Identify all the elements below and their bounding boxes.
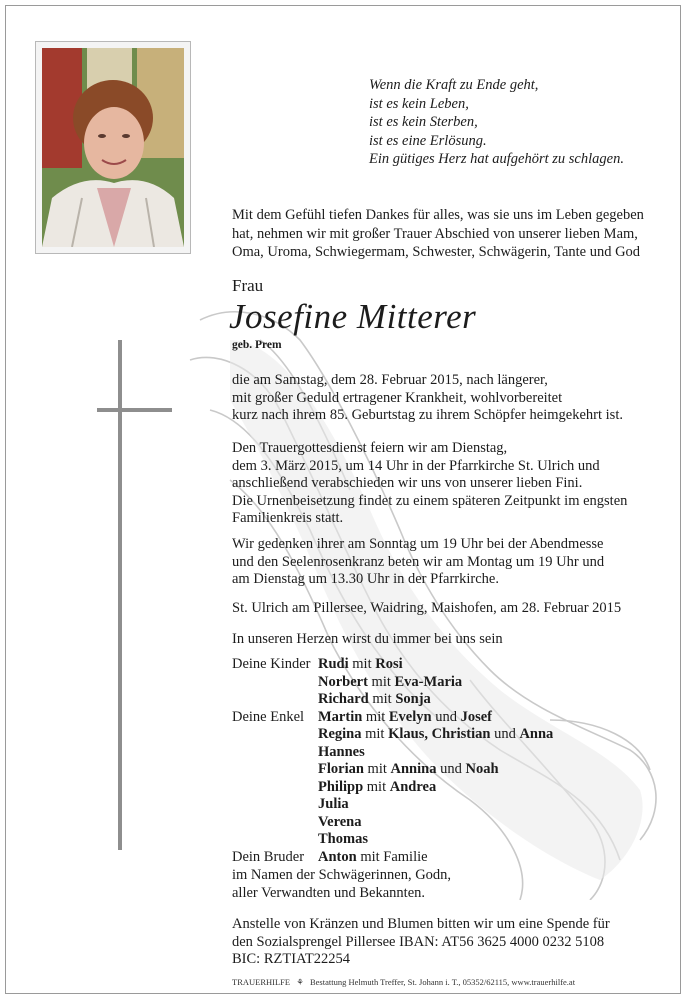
portrait-frame bbox=[35, 41, 191, 254]
text-line: den Sozialsprengel Pillersee IBAN: AT56 3625 4000 0232 5108 bbox=[232, 933, 605, 950]
family-relation-label bbox=[232, 744, 318, 762]
text-line: am Dienstag um 13.30 Uhr in der Pfarrkirche. bbox=[232, 571, 499, 587]
family-connector: mit bbox=[348, 656, 376, 672]
family-members bbox=[318, 779, 436, 797]
family-row bbox=[232, 849, 553, 867]
footer-address: Bestattung Helmuth Treffer, St. Johann i. T., 05352/62115, www.trauerhilfe.at bbox=[309, 977, 576, 987]
family-member-name: Evelyn bbox=[388, 708, 432, 725]
family-member-name: Anna bbox=[519, 726, 554, 742]
place-date bbox=[232, 600, 621, 618]
family-member-name: Andrea bbox=[389, 778, 437, 795]
deceased-name: Josefine Mitterer bbox=[229, 297, 477, 336]
family-connector: und bbox=[431, 708, 461, 725]
text-line: aller Verwandten und Bekannten. bbox=[232, 885, 426, 901]
cross-vertical-bar bbox=[118, 340, 122, 850]
family-connector: und bbox=[490, 726, 520, 742]
text-line: BIC: RZTIAT22254 bbox=[232, 951, 351, 967]
family-list bbox=[232, 656, 553, 866]
verse-line: ist es kein Leben, bbox=[369, 95, 469, 112]
family-member-name: Noah bbox=[465, 761, 499, 777]
family-connector: mit bbox=[368, 691, 396, 707]
intro-line: Mit dem Gefühl tiefen Dankes für alles, was sie uns im Leben gegeben bbox=[232, 207, 644, 223]
family-member-name: Florian bbox=[318, 761, 364, 777]
family-members bbox=[318, 674, 462, 692]
family-row bbox=[232, 779, 553, 797]
family-members bbox=[318, 744, 365, 762]
family-row bbox=[232, 691, 553, 709]
family-member-name: Annina bbox=[390, 761, 437, 777]
family-connector: mit bbox=[367, 673, 395, 690]
family-connector: und bbox=[436, 761, 466, 777]
verse-line: ist es kein Sterben, bbox=[369, 114, 478, 130]
family-relation-label bbox=[232, 674, 318, 692]
family-connector: mit bbox=[363, 778, 390, 795]
text-line: Anstelle von Kränzen und Blumen bitten wir um eine Spende für bbox=[232, 916, 610, 932]
family-relation-label bbox=[232, 691, 318, 709]
family-relation-label bbox=[232, 831, 318, 849]
family-row bbox=[232, 656, 553, 674]
family-relation-label: Deine Enkel bbox=[232, 708, 305, 725]
footer-credit bbox=[232, 977, 575, 988]
intro-paragraph bbox=[232, 206, 644, 262]
salutation: Frau bbox=[232, 276, 264, 295]
family-row bbox=[232, 726, 553, 744]
verse-line: Ein gütiges Herz hat aufgehört zu schlagen. bbox=[369, 151, 624, 167]
family-member-name: Josef bbox=[460, 708, 493, 725]
family-members bbox=[318, 814, 362, 832]
family-member-name: Julia bbox=[318, 796, 349, 812]
verse-line: Wenn die Kraft zu Ende geht, bbox=[369, 77, 539, 93]
family-row bbox=[232, 831, 553, 849]
family-member-name: Klaus, Christian bbox=[388, 726, 491, 742]
cross-horizontal-bar bbox=[97, 408, 172, 412]
family-row bbox=[232, 709, 553, 727]
family-member-name: Thomas bbox=[318, 831, 368, 847]
memorial-verse bbox=[369, 76, 624, 169]
funeral-paragraph bbox=[232, 440, 627, 528]
family-members bbox=[318, 709, 492, 727]
family-row bbox=[232, 814, 553, 832]
family-relation-label bbox=[232, 726, 318, 744]
family-members bbox=[318, 691, 431, 709]
text-line: Die Urnenbeisetzung findet zu einem späteren Zeitpunkt im engsten bbox=[232, 492, 628, 509]
family-member-name: Richard bbox=[318, 691, 369, 707]
family-member-name: Sonja bbox=[395, 691, 431, 707]
mass-paragraph bbox=[232, 536, 604, 589]
intro-line: hat, nehmen wir mit großer Trauer Abschied von unserer lieben Mam, bbox=[232, 225, 638, 242]
portrait-photo bbox=[42, 48, 184, 247]
text-line: im Namen der Schwägerinnen, Godn, bbox=[232, 867, 452, 883]
family-relation-label: Dein Bruder bbox=[232, 848, 305, 865]
family-relation-label bbox=[232, 796, 318, 814]
heart-line bbox=[232, 631, 503, 649]
text-line: Familienkreis statt. bbox=[232, 510, 344, 526]
birth-name: geb. Prem bbox=[232, 339, 282, 351]
family-relation-label: Deine Kinder bbox=[232, 656, 311, 672]
text-line: anschließend verabschieden wir uns von unserer lieben Fini. bbox=[232, 475, 583, 491]
text-line: kurz nach ihrem 85. Geburtstag zu ihrem Schöpfer heimgekehrt ist. bbox=[232, 407, 623, 423]
family-member-name: Rudi bbox=[318, 656, 349, 672]
footer-brand: TRAUERHILFE bbox=[232, 977, 291, 987]
death-paragraph bbox=[232, 372, 623, 425]
family-row bbox=[232, 796, 553, 814]
family-row bbox=[232, 744, 553, 762]
text-line: Den Trauergottesdienst feiern wir am Dienstag, bbox=[232, 440, 508, 456]
family-member-name: Rosi bbox=[375, 656, 403, 672]
family-row bbox=[232, 674, 553, 692]
family-members bbox=[318, 726, 553, 744]
family-member-name: Verena bbox=[318, 813, 362, 830]
family-member-name: Philipp bbox=[318, 778, 364, 795]
family-member-name: Eva-Maria bbox=[394, 673, 463, 690]
family-members bbox=[318, 761, 499, 779]
text-line: mit großer Geduld ertragener Krankheit, wohlvorbereitet bbox=[232, 389, 563, 406]
family-connector: mit bbox=[361, 726, 389, 742]
family-member-name: Hannes bbox=[318, 743, 365, 760]
intro-line: Oma, Uroma, Schwiegermam, Schwester, Schwägerin, Tante und God bbox=[232, 244, 641, 260]
family-relation-label bbox=[232, 761, 318, 779]
family-member-name: Norbert bbox=[318, 673, 368, 690]
text-line: die am Samstag, dem 28. Februar 2015, nach längerer, bbox=[232, 372, 548, 388]
text-line: und den Seelenrosenkranz beten wir am Montag um 19 Uhr und bbox=[232, 553, 605, 570]
closing-lines bbox=[232, 866, 451, 902]
family-member-name: Anton bbox=[318, 848, 357, 865]
donation-note bbox=[232, 916, 610, 969]
family-row bbox=[232, 761, 553, 779]
family-member-name: Regina bbox=[318, 726, 362, 742]
family-members bbox=[318, 849, 428, 867]
text-line: dem 3. März 2015, um 14 Uhr in der Pfarrkirche St. Ulrich und bbox=[232, 457, 600, 474]
family-members bbox=[318, 656, 403, 674]
family-member-name: Martin bbox=[318, 708, 363, 725]
family-connector: mit bbox=[362, 708, 389, 725]
family-relation-label bbox=[232, 779, 318, 797]
family-members bbox=[318, 831, 368, 849]
text-line: St. Ulrich am Pillersee, Waidring, Maishofen, am 28. Februar 2015 bbox=[232, 600, 622, 616]
verse-line: ist es eine Erlösung. bbox=[369, 132, 487, 149]
text-line: In unseren Herzen wirst du immer bei uns sein bbox=[232, 631, 503, 647]
text-line: Wir gedenken ihrer am Sonntag um 19 Uhr bei der Abendmesse bbox=[232, 536, 604, 552]
family-connector: mit bbox=[363, 761, 391, 777]
family-members bbox=[318, 796, 349, 814]
undertaker-logo-icon: ⚘ bbox=[296, 977, 304, 987]
family-relation-label bbox=[232, 814, 318, 832]
family-connector: mit Familie bbox=[356, 848, 428, 865]
